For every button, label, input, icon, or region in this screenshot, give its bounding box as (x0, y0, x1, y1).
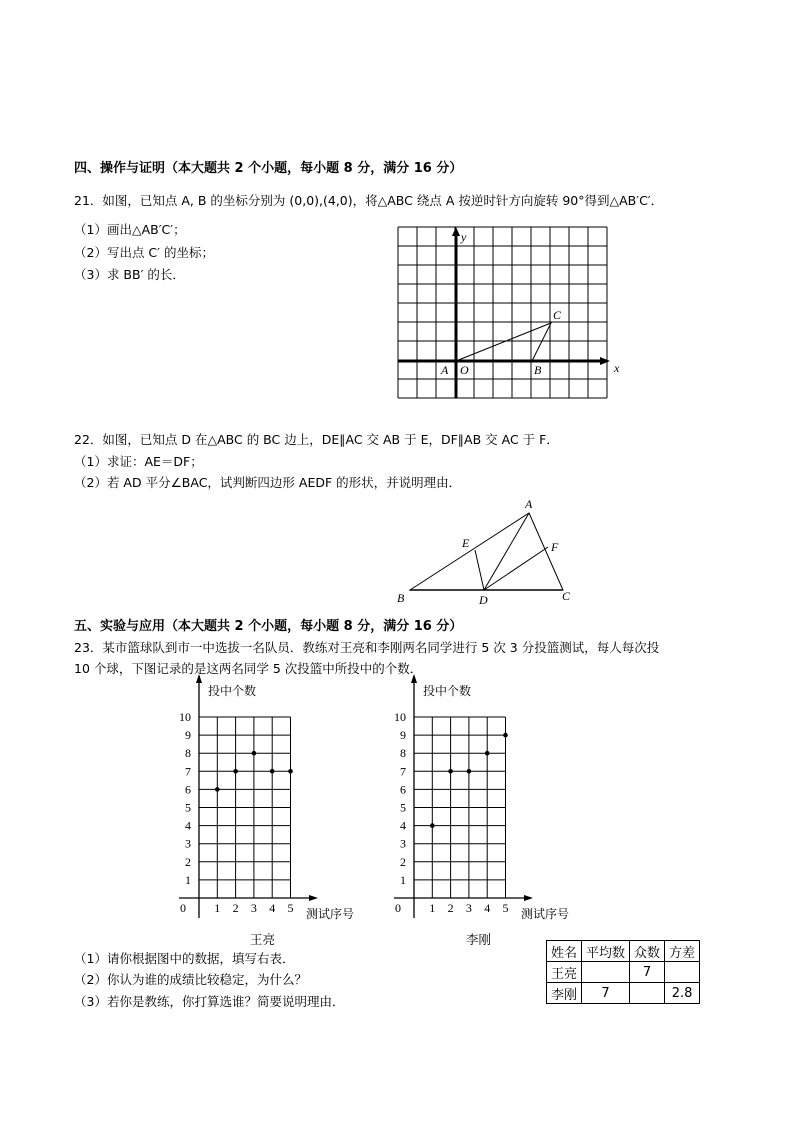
data-point (270, 769, 275, 774)
y-tick-label: 7 (400, 764, 406, 779)
y-tick-label: 6 (185, 782, 191, 797)
label-f-22: F (551, 540, 559, 554)
y-tick-label: 9 (400, 728, 406, 743)
q21-part-3: （3）求 BB′ 的长． (74, 267, 185, 282)
table-cell: 2.8 (665, 983, 700, 1004)
table-header: 姓名 (547, 941, 582, 962)
data-point (215, 787, 220, 792)
chart-title-wang: 王亮 (250, 932, 276, 947)
q23-part-2: （2）你认为谁的成绩比较稳定，为什么？ (74, 972, 307, 987)
q23-part-3: （3）若你是教练，你打算选谁？简要说明理由． (74, 994, 345, 1009)
y-tick-label: 7 (185, 764, 191, 779)
table-row (547, 962, 700, 983)
data-point (233, 769, 238, 774)
label-a: A (441, 363, 449, 377)
label-d-22: D (479, 593, 488, 607)
x-tick-label: 3 (465, 901, 472, 915)
table-cell: 7 (582, 983, 630, 1004)
x-tick-label: 4 (484, 901, 491, 915)
y-tick-label: 4 (400, 818, 406, 833)
data-point (485, 751, 490, 756)
y-tick-label: 8 (185, 746, 191, 761)
table-cell (665, 962, 700, 983)
data-point (252, 751, 257, 756)
scatter-chart-2 (394, 674, 569, 921)
data-point (503, 733, 508, 738)
x-tick-label: 2 (447, 901, 454, 915)
section-4-title: 四、操作与证明（本大题共 2 个小题，每小题 8 分，满分 16 分） (74, 161, 463, 176)
x-axis-arrow-icon (600, 357, 610, 365)
table-header: 方差 (665, 941, 700, 962)
data-point (467, 769, 472, 774)
table-row (547, 983, 700, 1004)
chart-title-li: 李刚 (466, 932, 492, 947)
y-tick-label: 2 (400, 854, 406, 869)
x-tick-label: 3 (250, 901, 257, 915)
triangle-abc (456, 323, 551, 361)
label-b: B (534, 363, 542, 377)
charts (179, 674, 569, 921)
y-axis-label: 投中个数 (208, 684, 257, 698)
x-tick-label: 4 (269, 901, 276, 915)
triangle-figure-q22 (410, 513, 563, 590)
x-tick-label: 2 (232, 901, 239, 915)
table-cell: 7 (630, 962, 665, 983)
y-tick-label: 5 (400, 800, 406, 815)
stats-table (546, 940, 700, 1004)
x-axis-arrow-icon (309, 895, 318, 901)
q23-part-1: （1）请你根据图中的数据，填写右表． (74, 951, 295, 966)
y-tick-label: 8 (400, 746, 406, 761)
y-tick-label: 2 (185, 854, 191, 869)
x-axis-label: 测试序号 (521, 907, 570, 921)
q22-part-2: （2）若 AD 平分∠BAC，试判断四边形 AEDF 的形状，并说明理由． (74, 475, 462, 490)
x-tick-label: 1 (214, 901, 221, 915)
table-header-row (547, 941, 700, 962)
y-tick-label: 5 (185, 800, 191, 815)
y-tick-label: 3 (400, 836, 406, 851)
table-header: 众数 (630, 941, 665, 962)
y-tick-label: 6 (400, 782, 406, 797)
x-tick-label: 5 (287, 901, 294, 915)
data-point (448, 769, 453, 774)
label-o: O (460, 363, 469, 377)
y-tick-label: 10 (179, 710, 191, 724)
table-cell (630, 983, 665, 1004)
table-cell: 李刚 (547, 983, 582, 1004)
y-axis-arrow-icon (452, 227, 460, 236)
q22-stem: 22．如图，已知点 D 在△ABC 的 BC 边上，DE∥AC 交 AB 于 E，DF∥AB 交 AC 于 F． (74, 432, 559, 447)
q23-stem-2: 10 个球，下图记录的是这两名同学 5 次投篮中所投中的个数． (74, 661, 423, 676)
y-tick-label: 1 (185, 872, 191, 887)
y-tick-label: 1 (400, 872, 406, 887)
label-y: y (461, 230, 467, 244)
y-tick-label: 9 (185, 728, 191, 743)
origin-label: 0 (180, 901, 186, 915)
x-axis-label: 测试序号 (306, 907, 355, 921)
q21-part-2: （2）写出点 C′ 的坐标； (74, 245, 214, 260)
label-c-22: C (562, 589, 571, 603)
origin-label: 0 (395, 901, 401, 915)
label-a-22: A (525, 497, 533, 511)
q23-stem-1: 23．某市篮球队到市一中选拔一名队员．教练对王亮和李刚两名同学进行 5 次 3 分投篮测试，每人每次投 (74, 640, 660, 655)
y-axis-label: 投中个数 (423, 684, 472, 698)
label-x: x (614, 361, 620, 375)
coordinate-grid-q21 (398, 227, 607, 398)
q21-stem: 21．如图，已知点 A, B 的坐标分别为 (0,0),(4,0)，将△ABC 绕点 A 按逆时针方向旋转 90°得到△AB′C′． (74, 193, 664, 208)
q22-part-1: （1）求证：AE＝DF； (74, 454, 203, 469)
label-e-22: E (462, 536, 470, 550)
data-point (430, 823, 435, 828)
data-point (288, 769, 293, 774)
table-cell (582, 962, 630, 983)
x-tick-label: 1 (429, 901, 436, 915)
y-tick-label: 4 (185, 818, 191, 833)
q21-part-1: （1）画出△AB′C′； (74, 222, 186, 237)
table-header: 平均数 (582, 941, 630, 962)
table-cell: 王亮 (547, 962, 582, 983)
y-tick-label: 3 (185, 836, 191, 851)
x-tick-label: 5 (502, 901, 509, 915)
y-tick-label: 10 (394, 710, 406, 724)
label-c: C (553, 308, 562, 322)
x-axis-arrow-icon (524, 895, 533, 901)
scatter-chart-1 (179, 674, 354, 921)
section-5-title: 五、实验与应用（本大题共 2 个小题，每小题 8 分，满分 16 分） (74, 619, 463, 634)
label-b-22: B (397, 591, 405, 605)
